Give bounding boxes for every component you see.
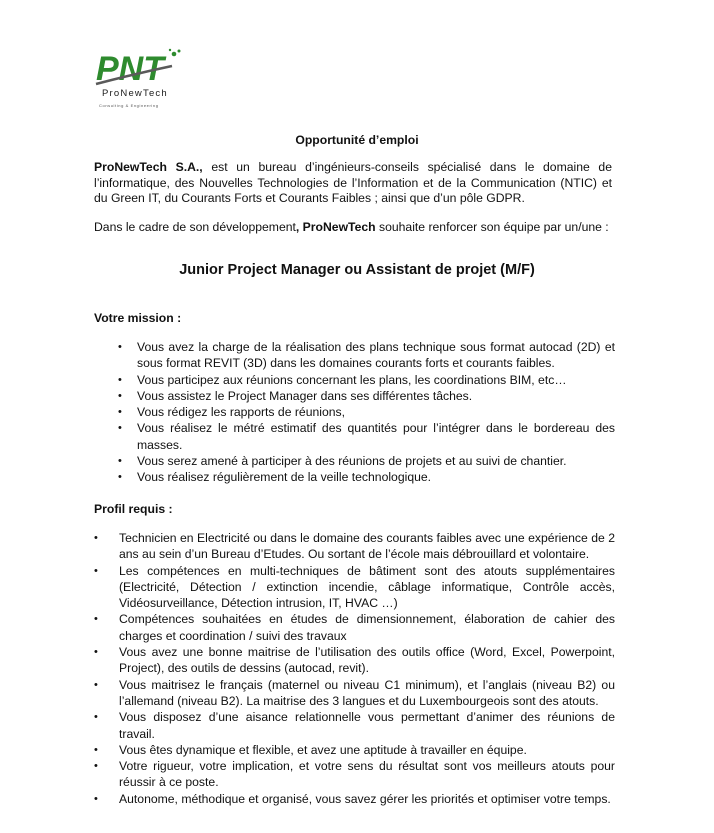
profil-item: • Les compétences en multi-techniques de bâtiment sont des atouts supplémentaires (Electricité, Détection / extinction incendie, câblage informatique, Contrôle accès, Vidéosurveillance, Détection intrusion, IT, HVAC …) <box>119 563 615 612</box>
mission-heading: Votre mission : <box>94 311 182 325</box>
intro-text: est un bureau d’ingénieurs-conseils spécialisé dans le domaine de l’informatique, des Nouvelles Technologies de l’Information et de la Communication (NTIC) et du Green IT, du Courants Forts et Courants Faibles ; ainsi que d’un pôle GDPR. <box>94 160 612 205</box>
intro-company-name: ProNewTech S.A., <box>94 160 203 174</box>
development-text-after: souhaite renforcer son équipe par un/une : <box>375 220 609 234</box>
pnt-logo-mark <box>94 46 190 88</box>
profil-item: • Vous maitrisez le français (maternel ou niveau C1 minimum), et l’anglais (niveau B2) ou l’allemand (niveau B2). La maitrise des 3 langues et du Luxembourgeois sont des atouts. <box>119 677 615 710</box>
profil-item: • Autonome, méthodique et organisé, vous savez gérer les priorités et optimiser votre temps. <box>119 791 615 807</box>
mission-list <box>137 339 615 486</box>
mission-item: • Vous serez amené à participer à des réunions de projets et au suivi de chantier. <box>137 453 615 469</box>
company-logo <box>94 46 194 118</box>
profil-item: • Vous avez une bonne maitrise de l’utilisation des outils office (Word, Excel, Powerpoint, Project), des outils de dessins (autocad, revit). <box>119 644 615 677</box>
logo-name: ProNewTech <box>102 88 168 99</box>
profil-item: • Technicien en Electricité ou dans le domaine des courants faibles avec une expérience de 2 ans au sein d’un Bureau d’Etudes. Ou sortant de l’école mais débrouillard et volontaire. <box>119 530 615 563</box>
profil-item: • Vous disposez d’une aisance relationnelle vous permettant d’animer des réunions de travail. <box>119 709 615 742</box>
development-paragraph <box>94 220 612 236</box>
profil-item: • Vous êtes dynamique et flexible, et avez une aptitude à travailler en équipe. <box>119 742 615 758</box>
mission-item: • Vous avez la charge de la réalisation des plans technique sous format autocad (2D) et sous format REVIT (3D) dans les domaines courants forts et courants faibles. <box>137 339 615 372</box>
document-heading: Opportunité d’emploi <box>295 133 419 147</box>
mission-item: • Vous rédigez les rapports de réunions, <box>137 404 615 420</box>
development-text-before: Dans le cadre de son développement <box>94 220 296 234</box>
intro-paragraph <box>94 160 612 207</box>
profil-item: • Compétences souhaitées en études de dimensionnement, élaboration de cahier des charges et coordination / suivi des travaux <box>119 611 615 644</box>
mission-item: • Vous réalisez le métré estimatif des quantités pour l’intégrer dans le bordereau des masses. <box>137 420 615 453</box>
mission-item: • Vous assistez le Project Manager dans ses différentes tâches. <box>137 388 615 404</box>
logo-tagline: Consulting & Engineering <box>99 103 159 108</box>
logo-mark-text: PNT <box>96 50 164 88</box>
job-title: Junior Project Manager ou Assistant de projet (M/F) <box>179 262 535 278</box>
profil-heading: Profil requis : <box>94 502 173 516</box>
mission-item: • Vous réalisez régulièrement de la veille technologique. <box>137 469 615 485</box>
development-company-name: , ProNewTech <box>295 220 376 234</box>
mission-item: • Vous participez aux réunions concernant les plans, les coordinations BIM, etc… <box>137 372 615 388</box>
profil-item: • Votre rigueur, votre implication, et votre sens du résultat sont vos meilleurs atouts pour réussir à ce poste. <box>119 758 615 791</box>
profil-list <box>119 530 615 807</box>
